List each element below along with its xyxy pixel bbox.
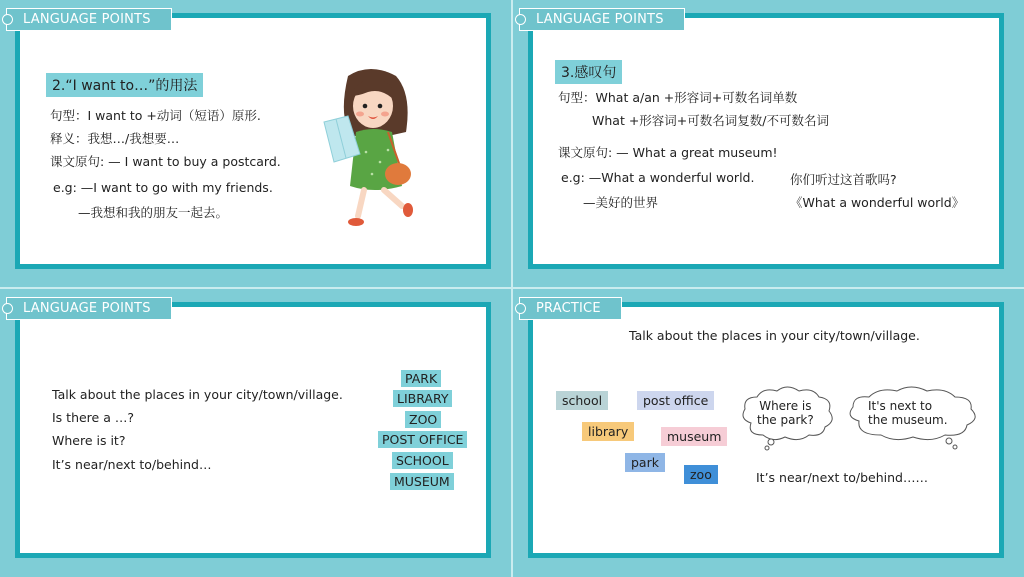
slide-frame bbox=[528, 13, 1004, 269]
place-chip-zoo: zoo bbox=[684, 465, 718, 484]
song-title: 《What a wonderful world》 bbox=[790, 195, 965, 210]
slide-4[interactable] bbox=[513, 289, 1023, 575]
slide-1[interactable] bbox=[0, 0, 510, 286]
text-line: It’s near/next to/behind… bbox=[52, 457, 212, 472]
text-line: 你们听过这首歌吗? bbox=[790, 172, 897, 187]
slide-heading: 3.感叹句 bbox=[555, 60, 622, 84]
slide-title: Talk about the places in your city/town/village. bbox=[629, 328, 920, 343]
text-line: Is there a …? bbox=[52, 410, 134, 425]
text-line: 释义：我想…/我想要… bbox=[50, 131, 180, 146]
text-line: 句型：What a/an +形容词+可数名词单数 bbox=[558, 90, 798, 105]
bubble-line: It's next to bbox=[868, 399, 933, 413]
text-line: e.g: —What a wonderful world. bbox=[561, 170, 755, 185]
word-card: ZOO bbox=[405, 411, 441, 428]
text-line: 课文原句: — What a great museum! bbox=[558, 145, 778, 160]
slide-tag: LANGUAGE POINTS bbox=[6, 8, 172, 31]
text-line: Where is it? bbox=[52, 433, 126, 448]
slide-frame bbox=[15, 302, 491, 558]
footer-text: It’s near/next to/behind…… bbox=[756, 470, 928, 485]
slide-tag: PRACTICE bbox=[519, 297, 622, 320]
word-card: LIBRARY bbox=[393, 390, 452, 407]
place-chip-library: library bbox=[582, 422, 634, 441]
place-chip-school: school bbox=[556, 391, 608, 410]
slide-3[interactable] bbox=[0, 289, 510, 575]
bubble-line: Where is bbox=[759, 399, 812, 413]
slide-tag: LANGUAGE POINTS bbox=[6, 297, 172, 320]
text-line: 句型：I want to +动词（短语）原形. bbox=[50, 108, 261, 123]
bubble-text bbox=[868, 399, 948, 427]
slide-heading: 2.“I want to…”的用法 bbox=[46, 73, 203, 97]
slide-tag: LANGUAGE POINTS bbox=[519, 8, 685, 31]
word-card: PARK bbox=[401, 370, 441, 387]
text-line: —我想和我的朋友一起去。 bbox=[78, 205, 229, 220]
bubble-line: the park? bbox=[757, 413, 814, 427]
bubble-text bbox=[757, 399, 814, 427]
word-card: MUSEUM bbox=[390, 473, 454, 490]
text-line: Talk about the places in your city/town/village. bbox=[52, 387, 343, 402]
girl-illustration bbox=[318, 66, 422, 230]
bubble-line: the museum. bbox=[868, 413, 948, 427]
text-line: e.g: —I want to go with my friends. bbox=[53, 180, 273, 195]
word-card: SCHOOL bbox=[392, 452, 453, 469]
place-chip-museum: museum bbox=[661, 427, 727, 446]
place-chip-post-office: post office bbox=[637, 391, 714, 410]
text-line: 课文原句: — I want to buy a postcard. bbox=[50, 154, 281, 169]
place-chip-park: park bbox=[625, 453, 665, 472]
text-line: What +形容词+可数名词复数/不可数名词 bbox=[592, 113, 829, 128]
word-card: POST OFFICE bbox=[378, 431, 467, 448]
slide-2[interactable] bbox=[513, 0, 1023, 286]
text-line: —美好的世界 bbox=[583, 195, 659, 210]
